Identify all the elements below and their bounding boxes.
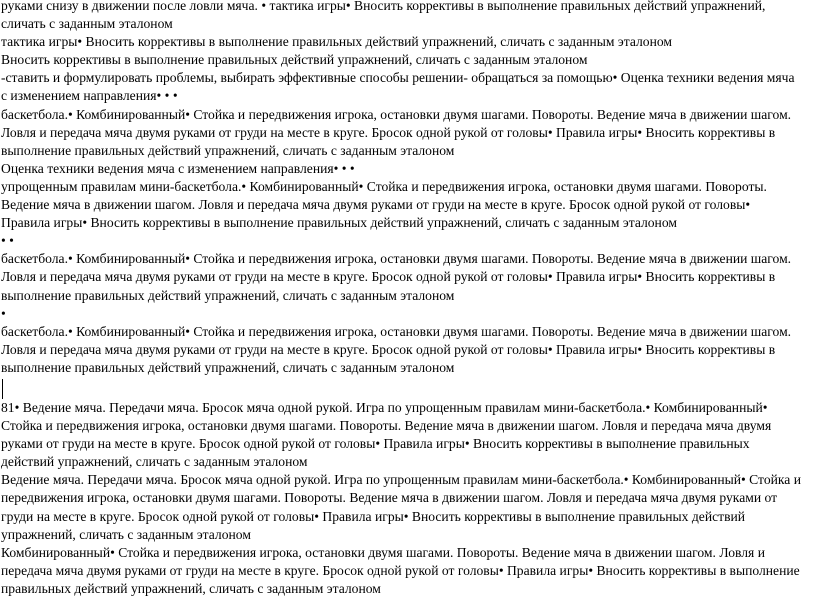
empty-line[interactable] <box>1 377 801 399</box>
paragraph: -ставить и формулировать проблемы, выбирать эффективные способы решении- обращаться за помощью• Оценка техники ведения мяча с изменением направления• • • <box>1 70 795 104</box>
document-body <box>1 0 801 598</box>
paragraph: 81• Ведение мяча. Передачи мяча. Бросок мяча одной рукой. Игра по упрощенным правилам мини-баскетбола.• Комбинированный• Стойка и передвижения игрока, остановки двумя шагами. Повороты. Ведение мяча в движении шагом. Ловля и передача мяча двумя руками от груди на месте в круге. Бросок одной рукой от головы• Правила игры• Вносить коррективы в выполнение правильных действий упражнений, сличать с заданным эталоном <box>1 399 772 470</box>
paragraph: • • <box>1 233 14 249</box>
paragraph: тактика игры• Вносить коррективы в выполнение правильных действий упражнений, сличать с заданным эталоном <box>1 34 673 50</box>
paragraph: упрощенным правилам мини-баскетбола.• Комбинированный• Стойка и передвижения игрока, остановки двумя шагами. Повороты. Ведение мяча в движении шагом. Ловля и передача мяча двумя руками от груди на месте в круге. Бросок одной рукой от головы• Правила игры• Вносить коррективы в выполнение правильных действий упражнений, сличать с заданным эталоном <box>1 178 767 231</box>
paragraph: руками снизу в движении после ловли мяча. • тактика игры• Вносить коррективы в выполнение правильных действий упражнений, сличать с заданным эталоном <box>1 0 766 32</box>
paragraph: Вносить коррективы в выполнение правильных действий упражнений, сличать с заданным эталоном <box>1 52 588 68</box>
paragraph: баскетбола.• Комбинированный• Стойка и передвижения игрока, остановки двумя шагами. Повороты. Ведение мяча в движении шагом. Ловля и передача мяча двумя руками от груди на месте в круге. Бросок одной рукой от головы• Правила игры• Вносить коррективы в выполнение правильных действий упражнений, сличать с заданным эталоном <box>1 106 792 158</box>
paragraph: • <box>1 305 6 321</box>
text-cursor <box>2 379 3 399</box>
paragraph: Комбинированный• Стойка и передвижения игрока, остановки двумя шагами. Повороты. Ведение мяча в движении шагом. Ловля и передача мяча двумя руками от груди на месте в круге. Бросок одной рукой от головы• Правила игры• Вносить коррективы в выполнение правильных действий упражнений, сличать с заданным эталоном <box>1 544 800 596</box>
paragraph: баскетбола.• Комбинированный• Стойка и передвижения игрока, остановки двумя шагами. Повороты. Ведение мяча в движении шагом. Ловля и передача мяча двумя руками от груди на месте в круге. Бросок одной рукой от головы• Правила игры• Вносить коррективы в выполнение правильных действий упражнений, сличать с заданным эталоном <box>1 323 792 375</box>
paragraph: Ведение мяча. Передачи мяча. Бросок мяча одной рукой. Игра по упрощенным правилам мини-баскетбола.• Комбинированный• Стойка и передвижения игрока, остановки двумя шагами. Повороты. Ведение мяча в движении шагом. Ловля и передача мяча двумя руками от груди на месте в круге. Бросок одной рукой от головы• Правила игры• Вносить коррективы в выполнение правильных действий упражнений, сличать с заданным эталоном <box>1 472 801 542</box>
paragraph: баскетбола.• Комбинированный• Стойка и передвижения игрока, остановки двумя шагами. Повороты. Ведение мяча в движении шагом. Ловля и передача мяча двумя руками от груди на месте в круге. Бросок одной рукой от головы• Правила игры• Вносить коррективы в выполнение правильных действий упражнений, сличать с заданным эталоном <box>1 251 792 303</box>
paragraph: Оценка техники ведения мяча с изменением направления• • • <box>1 160 355 176</box>
